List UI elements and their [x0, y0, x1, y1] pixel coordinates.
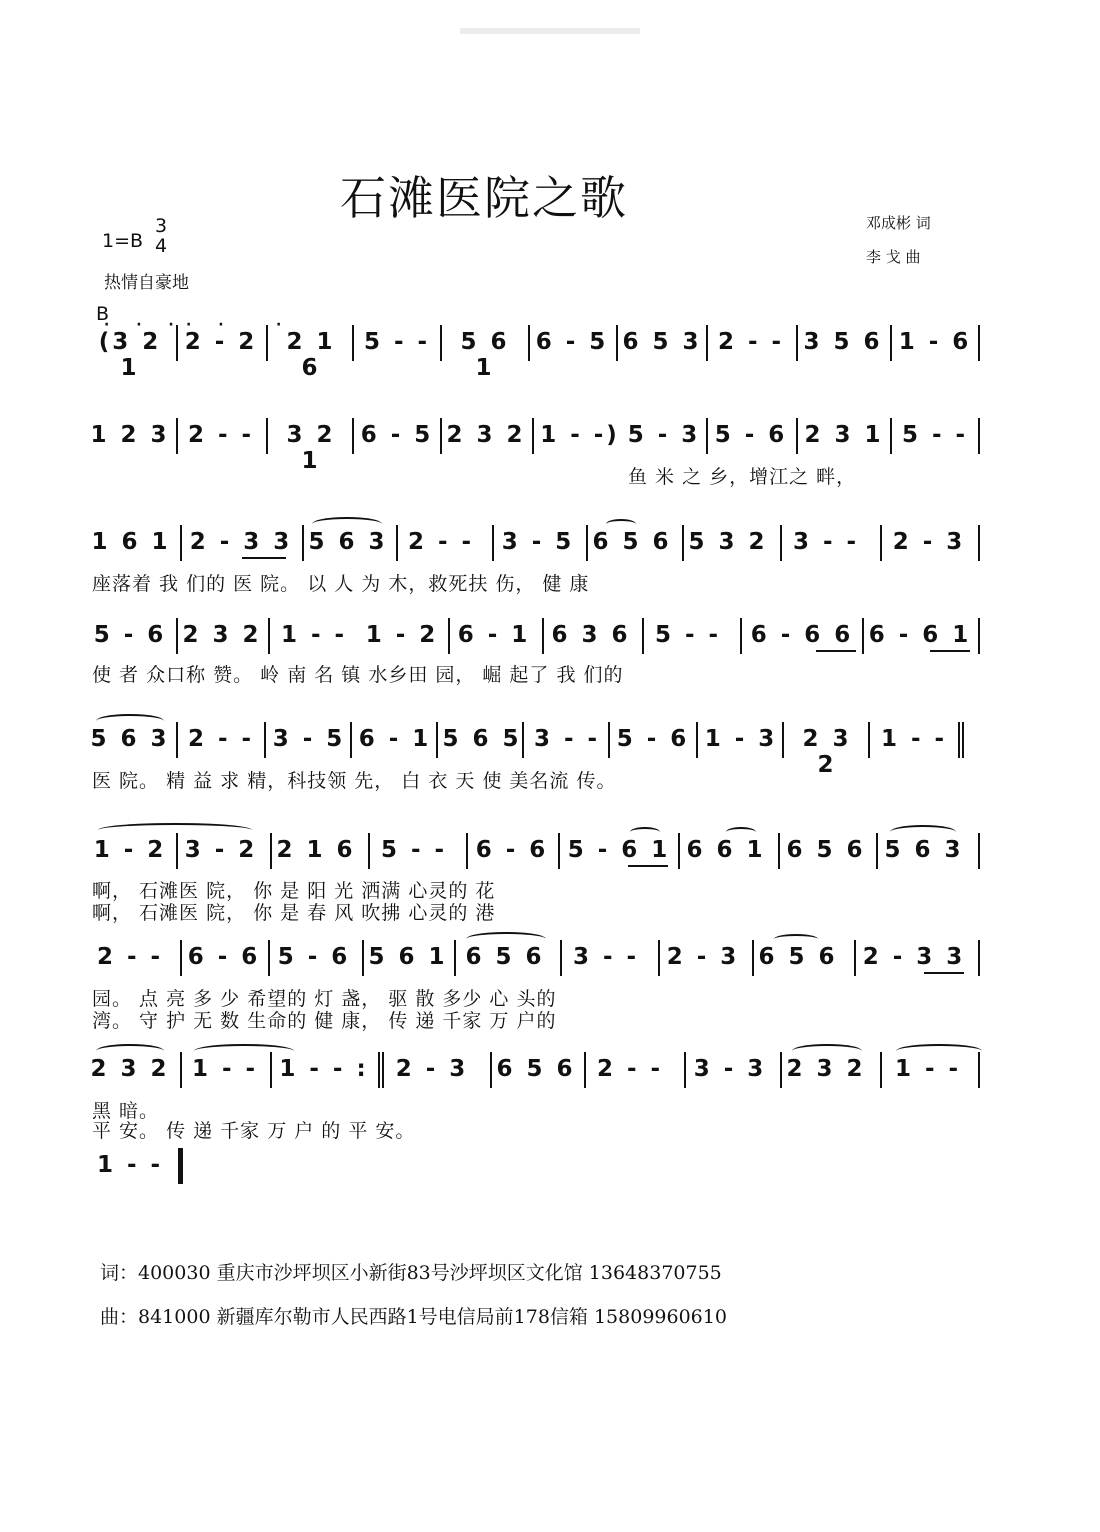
measure: 2 - 3: [892, 529, 966, 555]
lyric-line: 医 院。 精 益 求 精，科技领 先， 白 衣 天 使 美名流 传。: [92, 770, 617, 792]
underline-beam: [930, 650, 970, 652]
slur: [896, 1044, 982, 1058]
barline: [440, 418, 442, 454]
measure: 6 - 5: [360, 422, 434, 448]
measure: (3 2 1: [98, 329, 162, 381]
measure: 1 - -: [280, 622, 348, 648]
score-line-7: [90, 940, 983, 976]
barline: [752, 940, 754, 976]
measure: 3 5 6: [803, 329, 883, 355]
measure: 1 - -: [894, 1056, 962, 1082]
repeat-barline: [958, 722, 964, 758]
measure: 6 - 6 6: [750, 622, 854, 648]
underline-beam: [628, 865, 668, 867]
measure: 2 - 3: [395, 1056, 469, 1082]
barline: [558, 833, 560, 869]
measure: 5 6 1: [368, 944, 448, 970]
time-signature-bottom: 4: [154, 235, 168, 257]
composer-address: 曲：841000 新疆库尔勒市人民西路1号电信局前178信箱 15809960610: [100, 1306, 727, 1328]
measure: 5 - 6: [714, 422, 788, 448]
section-mark: B: [96, 303, 110, 325]
lyricist-address: 词：400030 重庆市沙坪坝区小新街83号沙坪坝区文化馆 13648370755: [100, 1262, 722, 1284]
song-title: 石滩医院之歌: [340, 171, 628, 225]
scan-mark: [460, 28, 640, 34]
repeat-barline: [378, 1052, 384, 1088]
lyric-line: 鱼 米 之 乡，增江之 畔，: [628, 466, 857, 488]
measure: 2 - -: [596, 1056, 664, 1082]
barline: [706, 418, 708, 454]
tempo-mark: 热情自豪地: [104, 273, 189, 293]
barline: [266, 325, 268, 361]
score-line-5: [90, 722, 983, 778]
barline: [678, 833, 680, 869]
barline: [890, 325, 892, 361]
barline: [180, 940, 182, 976]
measure: 3 - -: [792, 529, 860, 555]
measure: 3 - 3: [693, 1056, 767, 1082]
measure: 1 - 3: [704, 726, 778, 752]
measure: 2 - 3 3: [862, 944, 966, 970]
measure: 5 - -: [654, 622, 722, 648]
barline: [180, 1052, 182, 1088]
barline: [350, 722, 352, 758]
barline: [658, 940, 660, 976]
lyric-line: 使 者 众口称 赞。 岭 南 名 镇 水乡田 园， 崛 起了 我 们的: [92, 664, 624, 686]
barline: [542, 618, 544, 654]
measure: 5 6 3: [90, 726, 170, 752]
measure: 5 - 6: [277, 944, 351, 970]
barline: [880, 525, 882, 561]
score-line-2: [90, 418, 983, 474]
barline: [528, 325, 530, 361]
barline: [880, 1052, 882, 1088]
measure: 6 5 3: [622, 329, 702, 355]
barline: [396, 525, 398, 561]
lyric-line: 座落着 我 们的 医 院。 以 人 为 木，救死扶 伤， 健 康: [92, 573, 590, 595]
score-line-3: [90, 525, 983, 561]
measure: 1 - -: [96, 1152, 164, 1178]
measure: 5 6 3: [884, 837, 964, 863]
barline: [978, 525, 980, 561]
measure: 2 - 3 3: [189, 529, 293, 555]
lyricist-credit: 邓成彬 词: [866, 214, 931, 232]
barline: [862, 618, 864, 654]
barline: [586, 525, 588, 561]
octave-dots: ·: [276, 317, 293, 333]
barline: [978, 618, 980, 654]
barline: [978, 833, 980, 869]
barline: [584, 1052, 586, 1088]
barline: [466, 833, 468, 869]
score-line-9: [90, 1148, 210, 1184]
measure: 1 6 1: [91, 529, 171, 555]
barline: [362, 940, 364, 976]
barline: [780, 525, 782, 561]
barline: [684, 1052, 686, 1088]
barline: [796, 418, 798, 454]
slur: [466, 932, 546, 946]
measure: 2 1 6: [276, 837, 356, 863]
barline: [176, 722, 178, 758]
measure: 5 3 2: [688, 529, 768, 555]
measure: 6 - 1: [457, 622, 531, 648]
barline: [780, 1052, 782, 1088]
measure: 1 - 2: [365, 622, 439, 648]
barline: [268, 618, 270, 654]
measure: 2 3 2: [446, 422, 526, 448]
lyric-line: 啊， 石滩医 院， 你 是 阳 光 洒满 心灵的 花: [92, 880, 496, 902]
slur: [194, 1044, 294, 1058]
barline: [440, 325, 442, 361]
measure: 5 - 6: [616, 726, 690, 752]
barline: [180, 525, 182, 561]
slur: [96, 1044, 164, 1058]
tie: [774, 934, 818, 944]
lyric-line: 黑 暗。: [92, 1100, 160, 1122]
measure: 6 5 6: [496, 1056, 576, 1082]
barline: [740, 618, 742, 654]
key-signature: 1=B: [102, 230, 144, 252]
barline: [368, 833, 370, 869]
time-signature-top: 3: [154, 215, 168, 237]
slur: [792, 1044, 862, 1058]
measure: 1 - 2: [93, 837, 167, 863]
barline: [560, 940, 562, 976]
barline: [268, 940, 270, 976]
measure: 5 6 3: [308, 529, 388, 555]
measure: 6 3 6: [551, 622, 631, 648]
measure: 6 5 6: [758, 944, 838, 970]
composer-credit: 李 戈 曲: [866, 248, 921, 266]
underline-beam: [816, 650, 856, 652]
barline: [176, 833, 178, 869]
measure: 5 - 3: [627, 422, 701, 448]
barline: [978, 418, 980, 454]
barline: [176, 618, 178, 654]
barline: [490, 1052, 492, 1088]
measure: 5 6 5: [442, 726, 522, 752]
measure: 3 - -: [572, 944, 640, 970]
barline: [302, 525, 304, 561]
measure: 5 - -: [901, 422, 969, 448]
barline: [890, 418, 892, 454]
measure: 3 - 5: [501, 529, 575, 555]
measure: 6 5 6: [592, 529, 672, 555]
measure: 3 - 2: [184, 837, 258, 863]
measure: 6 5 6: [786, 837, 866, 863]
measure: 2 - -: [187, 422, 255, 448]
measure: 2 - -: [407, 529, 475, 555]
octave-dots: · ·: [186, 317, 235, 333]
slur: [890, 825, 956, 839]
barline: [682, 525, 684, 561]
time-signature: [152, 216, 170, 256]
barline: [616, 325, 618, 361]
measure: 5 6 1: [460, 329, 510, 381]
tie: [630, 827, 660, 837]
measure: 2 3 1: [804, 422, 884, 448]
measure: 2 3 2: [182, 622, 262, 648]
measure: 6 5 6: [465, 944, 545, 970]
barline: [696, 722, 698, 758]
barline: [522, 722, 524, 758]
barline: [352, 418, 354, 454]
measure: 5 - 6: [93, 622, 167, 648]
measure: 6 - 6: [475, 837, 549, 863]
measure: 6 - 1: [358, 726, 432, 752]
underline-beam: [924, 972, 964, 974]
measure: 6 6 1: [686, 837, 766, 863]
barline: [532, 418, 534, 454]
measure: 2 - -: [717, 329, 785, 355]
measure: 2 - 3: [666, 944, 740, 970]
barline: [270, 833, 272, 869]
underline-beam: [242, 557, 286, 559]
measure: 1 - -: [880, 726, 948, 752]
measure: 2 - -: [96, 944, 164, 970]
barline: [796, 325, 798, 361]
measure: 2 3 2: [802, 726, 852, 778]
barline: [448, 618, 450, 654]
barline: [642, 618, 644, 654]
measure: 1 - -: [191, 1056, 259, 1082]
barline: [608, 722, 610, 758]
lyric-line: 园。 点 亮 多 少 希望的 灯 盏， 驱 散 多少 心 头的: [92, 988, 557, 1010]
measure: 1 - - :: [279, 1056, 369, 1082]
score-line-4: [90, 618, 983, 654]
measure: 1 2 3: [90, 422, 170, 448]
slur: [312, 517, 382, 531]
measure: 6 - 6 1: [868, 622, 972, 648]
octave-dots: · · ·: [104, 317, 185, 333]
measure: 1 - 6: [898, 329, 972, 355]
barline: [782, 722, 784, 758]
barline: [978, 940, 980, 976]
slur: [98, 823, 252, 837]
measure: 3 - -: [533, 726, 601, 752]
barline: [264, 722, 266, 758]
barline: [266, 418, 268, 454]
measure: 5 - -: [380, 837, 448, 863]
lyric-line: 啊， 石滩医 院， 你 是 春 风 吹拂 心灵的 港: [92, 902, 496, 924]
barline: [352, 325, 354, 361]
measure: 2 - 2: [184, 329, 258, 355]
tie: [726, 827, 756, 837]
measure: 1 - -): [540, 422, 620, 448]
barline: [876, 833, 878, 869]
barline: [176, 418, 178, 454]
tie: [606, 519, 636, 529]
measure: 6 - 6: [187, 944, 261, 970]
barline: [492, 525, 494, 561]
lyric-line: 湾。 守 护 无 数 生命的 健 康， 传 递 千家 万 户的: [92, 1010, 557, 1032]
measure: 5 - -: [363, 329, 431, 355]
slur: [96, 714, 164, 728]
measure: 6 - 5: [535, 329, 609, 355]
barline: [854, 940, 856, 976]
barline: [454, 940, 456, 976]
lyric-line: 平 安。 传 递 千家 万 户 的 平 安。: [92, 1120, 416, 1142]
measure: 2 3 2: [786, 1056, 866, 1082]
measure: 5 - 6 1: [567, 837, 671, 863]
barline: [978, 325, 980, 361]
barline: [706, 325, 708, 361]
final-barline: [178, 1148, 183, 1184]
measure: 3 - 5: [272, 726, 346, 752]
measure: 2 3 2: [90, 1056, 170, 1082]
barline: [868, 722, 870, 758]
barline: [436, 722, 438, 758]
score-line-6: [90, 833, 983, 869]
barline: [778, 833, 780, 869]
score-line-8: [90, 1052, 983, 1088]
score-line-1: [90, 317, 983, 381]
measure: 2 1 6: [286, 329, 336, 381]
measure: 3 2 1: [286, 422, 336, 474]
measure: 2 - -: [187, 726, 255, 752]
